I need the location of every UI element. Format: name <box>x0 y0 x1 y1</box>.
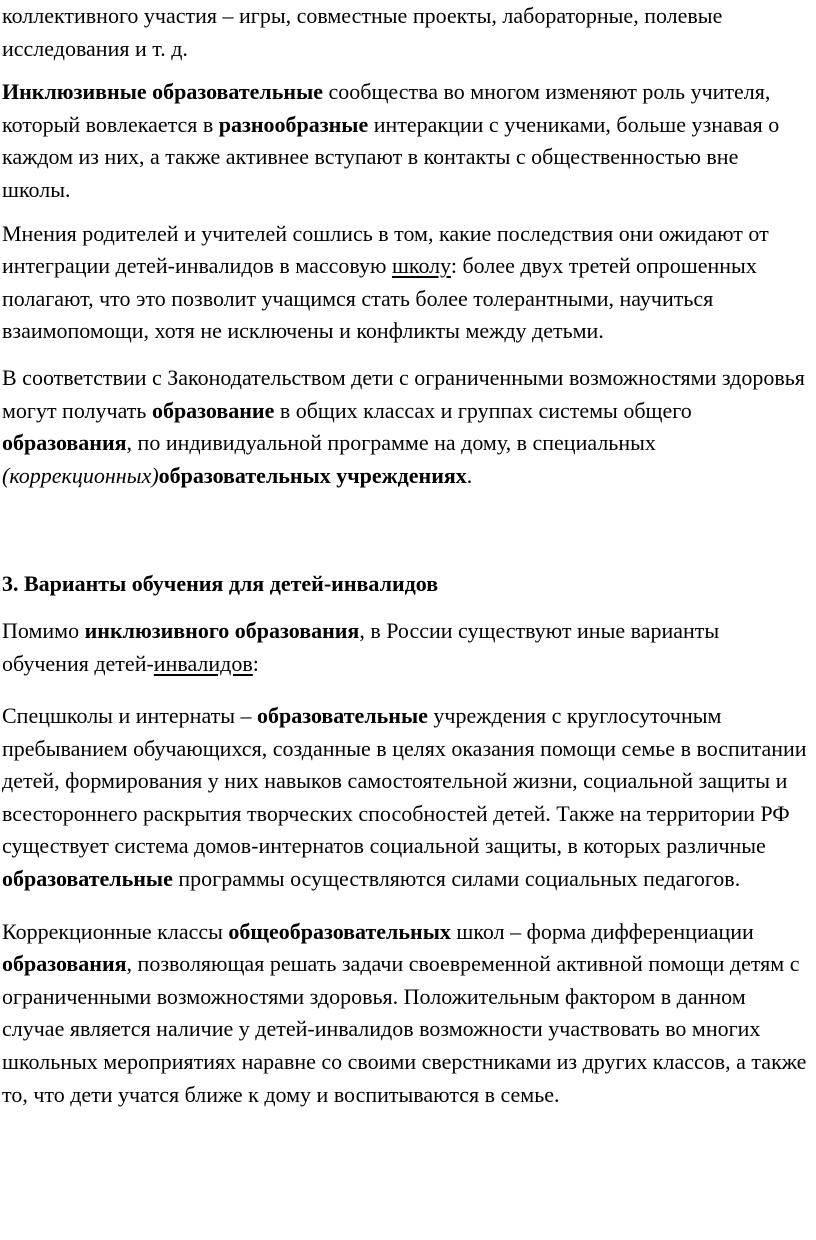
bold-term: образовательные <box>257 703 428 729</box>
text-run: Коррекционные классы <box>2 918 229 944</box>
text-run: Помимо <box>2 617 85 643</box>
school-link[interactable]: школу <box>391 253 451 279</box>
paragraph-other-options <box>2 615 808 680</box>
bold-term: образовательные <box>2 866 173 892</box>
text-run: Мнения родителей и учителей сошлись в том, какие последствия они ожидают от интеграции детей-инвалидов в массовую <box>2 220 769 279</box>
paragraph-correction-classes <box>2 916 808 1112</box>
italic-term: (коррекционных) <box>2 462 159 488</box>
disabled-link[interactable]: инвалидов <box>153 650 253 676</box>
paragraph-special-schools <box>2 700 808 896</box>
text-run: , по индивидуальной программе на дому, в специальных <box>126 430 656 456</box>
bold-term: образования <box>2 951 127 977</box>
text-run: , позволяющая решать задачи своевременной активной помощи детям с ограниченными возможностями здоровья. Положительным фактором в данном случае является наличие у детей-инвалидов возможности участвовать во многих школьных мероприятиях наравне со своими сверстниками из других классов, а также то, что дети учатся ближе к дому и воспитываются в семье. <box>2 951 807 1107</box>
section-heading <box>2 568 808 601</box>
paragraph-inclusive-communities <box>2 76 808 206</box>
text-run: сообщества во многом изменяют роль учителя, который вовлекается в <box>2 79 771 137</box>
text-run: : более двух третей опрошенных полагают, что это позволит учащимся стать более толерантными, научиться взаимопомощи, хотя не исключены и конфликты между детьми. <box>2 253 757 344</box>
bold-term: Инклюзивные образовательные <box>2 79 324 105</box>
text-run: школ – форма дифференциации <box>450 918 754 944</box>
text-run: в общих классах и группах системы общего <box>274 397 692 423</box>
text-run: , в России существуют иные варианты обучения детей- <box>2 617 720 676</box>
text-run: интеракции с учениками, больше узнавая о каждом из них, а также активнее вступают в контакты с общественностью вне школы. <box>2 111 780 202</box>
bold-term: общеобразовательных <box>228 918 451 944</box>
bold-term: разнообразные <box>218 111 369 137</box>
text-run: учреждения с круглосуточным пребыванием обучающихся, созданные в целях оказания помощи семье в воспитании детей, формирования у них навыков самостоятельной жизни, социальной защиты и всестороннего раскрытия творческих способностей детей. Также на территории РФ существует система домов-интернатов социальной защиты, в которых различные <box>2 703 807 859</box>
text-run: коллективного участия – игры, совместные проекты, лабораторные, полевые исследования и т. д. <box>2 3 723 61</box>
section-heading-text: 3. Варианты обучения для детей-инвалидов <box>2 571 439 597</box>
text-run: Спецшколы и интернаты – <box>2 703 258 729</box>
bold-term: образование <box>151 397 275 423</box>
text-run: . <box>466 462 473 488</box>
bold-term: инклюзивного образования <box>84 617 360 643</box>
bold-term: образовательных учреждениях <box>158 462 467 488</box>
text-run: программы осуществляются силами социальных педагогов. <box>172 866 741 892</box>
paragraph-intro-continuation <box>2 0 808 65</box>
paragraph-parents-opinion <box>2 218 808 348</box>
bold-term: образования <box>2 430 127 456</box>
text-run: В соответствии с Законодательством дети с ограниченными возможностями здоровья могут получать <box>2 364 805 423</box>
paragraph-legislation <box>2 362 808 492</box>
text-run: : <box>252 650 259 676</box>
